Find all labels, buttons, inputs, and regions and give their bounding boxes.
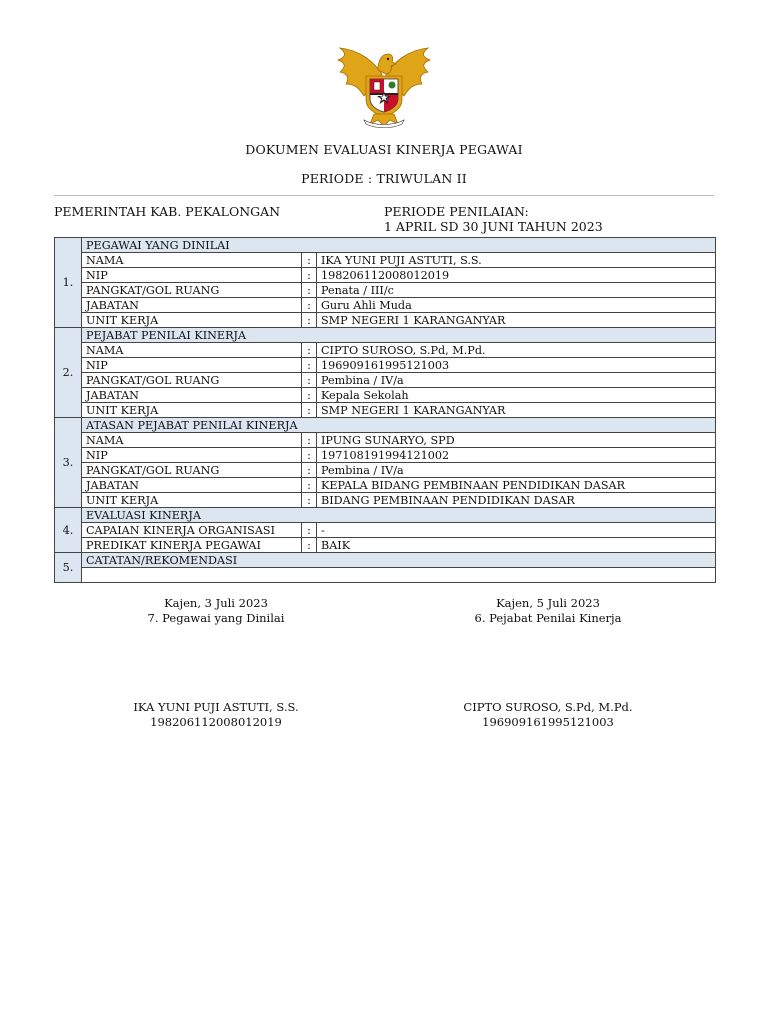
section-number: 4. (55, 508, 82, 553)
field-label: UNIT KERJA (82, 493, 302, 508)
field-value: Kepala Sekolah (317, 388, 716, 403)
field-colon: : (302, 463, 317, 478)
notes-field (82, 568, 716, 583)
field-colon: : (302, 253, 317, 268)
field-colon: : (302, 493, 317, 508)
table-row (55, 538, 716, 553)
section-number: 3. (55, 418, 82, 508)
field-label: CAPAIAN KINERJA ORGANISASI (82, 523, 302, 538)
table-row (55, 403, 716, 418)
field-colon: : (302, 313, 317, 328)
signature-left-nip: 198206112008012019 (150, 715, 282, 729)
table-row (55, 313, 716, 328)
table-row (55, 268, 716, 283)
section-number: 5. (55, 553, 82, 583)
field-label: PANGKAT/GOL RUANG (82, 463, 302, 478)
field-label: PANGKAT/GOL RUANG (82, 373, 302, 388)
field-value: - (317, 523, 716, 538)
field-colon: : (302, 283, 317, 298)
signature-left-header (116, 596, 316, 626)
assessment-period-label: PERIODE PENILAIAN: (384, 204, 529, 219)
field-label: NAMA (82, 433, 302, 448)
field-label: JABATAN (82, 478, 302, 493)
field-value: SMP NEGERI 1 KARANGANYAR (317, 403, 716, 418)
field-colon: : (302, 403, 317, 418)
document-period: PERIODE : TRIWULAN II (301, 171, 467, 186)
section-header-row (55, 238, 716, 253)
table-row (55, 463, 716, 478)
field-label: NIP (82, 358, 302, 373)
field-label: NIP (82, 268, 302, 283)
field-label: PREDIKAT KINERJA PEGAWAI (82, 538, 302, 553)
table-row (55, 298, 716, 313)
section-number: 1. (55, 238, 82, 328)
field-value: BAIK (317, 538, 716, 553)
field-colon: : (302, 268, 317, 283)
field-colon: : (302, 538, 317, 553)
field-value: Penata / III/c (317, 283, 716, 298)
field-colon: : (302, 433, 317, 448)
field-label: UNIT KERJA (82, 403, 302, 418)
table-row (55, 283, 716, 298)
signature-left-role: 7. Pegawai yang Dinilai (147, 611, 285, 625)
section-title: EVALUASI KINERJA (82, 508, 716, 523)
field-value: 196909161995121003 (317, 358, 716, 373)
signature-right-date: Kajen, 5 Juli 2023 (496, 596, 600, 610)
header-divider (54, 195, 714, 196)
table-row (55, 358, 716, 373)
signature-right-header (448, 596, 648, 626)
signature-left-footer (116, 700, 316, 730)
evaluation-table (54, 237, 716, 583)
signature-right-name: CIPTO SUROSO, S.Pd, M.Pd. (463, 700, 633, 714)
section-header-row (55, 508, 716, 523)
table-row (55, 343, 716, 358)
field-label: JABATAN (82, 298, 302, 313)
table-row (55, 433, 716, 448)
garuda-emblem-icon (334, 44, 434, 130)
section-header-row (55, 553, 716, 568)
field-value: IPUNG SUNARYO, SPD (317, 433, 716, 448)
field-colon: : (302, 343, 317, 358)
field-value: Guru Ahli Muda (317, 298, 716, 313)
section-header-row (55, 418, 716, 433)
assessment-period (384, 204, 603, 234)
field-label: PANGKAT/GOL RUANG (82, 283, 302, 298)
table-row (55, 523, 716, 538)
section-title: PEJABAT PENILAI KINERJA (82, 328, 716, 343)
table-row (55, 253, 716, 268)
notes-blank-row (55, 568, 716, 583)
field-label: JABATAN (82, 388, 302, 403)
table-row (55, 388, 716, 403)
field-value: 197108191994121002 (317, 448, 716, 463)
signature-left-date: Kajen, 3 Juli 2023 (164, 596, 268, 610)
table-row (55, 478, 716, 493)
field-colon: : (302, 478, 317, 493)
table-row (55, 493, 716, 508)
field-value: Pembina / IV/a (317, 463, 716, 478)
field-colon: : (302, 373, 317, 388)
field-label: UNIT KERJA (82, 313, 302, 328)
signature-right-role: 6. Pejabat Penilai Kinerja (474, 611, 622, 625)
field-value: CIPTO SUROSO, S.Pd, M.Pd. (317, 343, 716, 358)
field-colon: : (302, 358, 317, 373)
field-value: SMP NEGERI 1 KARANGANYAR (317, 313, 716, 328)
section-header-row (55, 328, 716, 343)
field-colon: : (302, 388, 317, 403)
signature-right-nip: 196909161995121003 (482, 715, 614, 729)
field-label: NAMA (82, 343, 302, 358)
government-name: PEMERINTAH KAB. PEKALONGAN (54, 204, 281, 219)
field-label: NAMA (82, 253, 302, 268)
field-value: IKA YUNI PUJI ASTUTI, S.S. (317, 253, 716, 268)
table-row (55, 373, 716, 388)
section-title: CATATAN/REKOMENDASI (82, 553, 716, 568)
field-colon: : (302, 523, 317, 538)
field-colon: : (302, 298, 317, 313)
field-colon: : (302, 448, 317, 463)
signature-right-footer (448, 700, 648, 730)
assessment-period-range: 1 APRIL SD 30 JUNI TAHUN 2023 (384, 219, 603, 234)
section-number: 2. (55, 328, 82, 418)
field-value: KEPALA BIDANG PEMBINAAN PENDIDIKAN DASAR (317, 478, 716, 493)
field-label: NIP (82, 448, 302, 463)
signature-left-name: IKA YUNI PUJI ASTUTI, S.S. (133, 700, 299, 714)
field-value: 198206112008012019 (317, 268, 716, 283)
section-title: PEGAWAI YANG DINILAI (82, 238, 716, 253)
field-value: BIDANG PEMBINAAN PENDIDIKAN DASAR (317, 493, 716, 508)
table-row (55, 448, 716, 463)
field-value: Pembina / IV/a (317, 373, 716, 388)
section-title: ATASAN PEJABAT PENILAI KINERJA (82, 418, 716, 433)
document-title: DOKUMEN EVALUASI KINERJA PEGAWAI (245, 142, 523, 157)
